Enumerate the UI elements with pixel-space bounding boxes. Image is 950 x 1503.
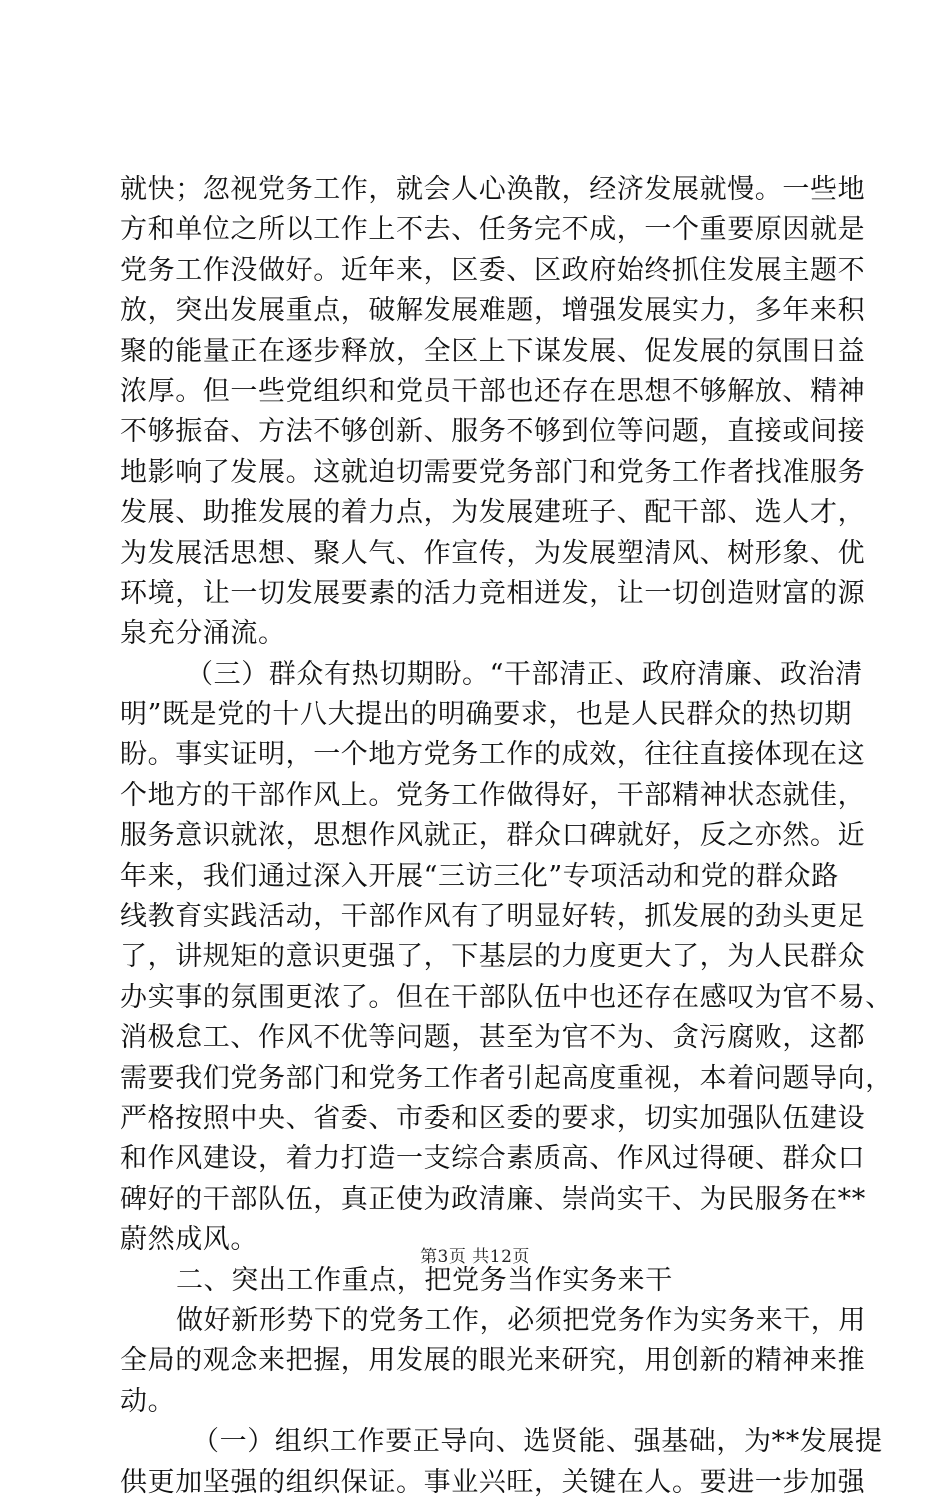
text-line: 碑好的干部队伍，真正使为政清廉、崇尚实干、为民服务在** xyxy=(120,1183,866,1215)
text-line: 浓厚。但一些党组织和党员干部也还存在思想不够解放、精神 xyxy=(120,375,866,407)
text-line: 聚的能量正在逐步释放，全区上下谋发展、促发展的氛围日益 xyxy=(120,335,866,367)
section-heading: （一）组织工作要正导向、选贤能、强基础，为**发展提 xyxy=(192,1426,883,1458)
text-line: 需要我们党务部门和党务工作者引起高度重视，本着问题导向， xyxy=(120,1062,893,1094)
text-line: 严格按照中央、省委、市委和区委的要求，切实加强队伍建设 xyxy=(120,1102,866,1134)
text-line: 泉充分涌流。 xyxy=(120,618,286,650)
text-line: 为发展活思想、聚人气、作宣传，为发展塑清风、树形象、优 xyxy=(120,537,866,569)
section-heading: 二、突出工作重点，把党务当作实务来干 xyxy=(176,1264,673,1296)
text-line: 地影响了发展。这就迫切需要党务部门和党务工作者找准服务 xyxy=(120,456,866,488)
text-line: 发展、助推发展的着力点，为发展建班子、配干部、选人才， xyxy=(120,497,866,529)
text-line: 线教育实践活动，干部作风有了明显好转，抓发展的劲头更足 xyxy=(120,901,866,933)
text-line: 个地方的干部作风上。党务工作做得好，干部精神状态就佳， xyxy=(120,779,866,811)
text-line: 动。 xyxy=(120,1385,176,1417)
text-line: 环境，让一切发展要素的活力竞相迸发，让一切创造财富的源 xyxy=(120,577,866,609)
text-line: 办实事的氛围更浓了。但在干部队伍中也还存在感叹为官不易、 xyxy=(120,981,893,1013)
text-line: 年来，我们通过深入开展“三访三化”专项活动和党的群众路 xyxy=(120,860,839,892)
text-line: 服务意识就浓，思想作风就正，群众口碑就好，反之亦然。近 xyxy=(120,820,866,852)
page-footer: 第3页 共12页 xyxy=(420,1247,530,1267)
document-body xyxy=(120,170,893,1503)
text-line: 蔚然成风。 xyxy=(120,1224,258,1256)
text-line: 消极怠工、作风不优等问题，甚至为官不为、贪污腐败，这都 xyxy=(120,1022,866,1054)
text-line: 明”既是党的十八大提出的明确要求，也是人民群众的热切期 xyxy=(120,699,853,731)
text-line: 盼。事实证明，一个地方党务工作的成效，往往直接体现在这 xyxy=(120,739,866,771)
text-line: 就快；忽视党务工作，就会人心涣散，经济发展就慢。一些地 xyxy=(120,174,866,205)
section-heading: （三）群众有热切期盼。“干部清正、政府清廉、政治清 xyxy=(186,658,863,690)
text-line: 方和单位之所以工作上不去、任务完不成，一个重要原因就是 xyxy=(120,214,866,246)
text-line: 不够振奋、方法不够创新、服务不够到位等问题，直接或间接 xyxy=(120,416,866,448)
paragraph-start: 做好新形势下的党务工作，必须把党务作为实务来干，用 xyxy=(176,1304,866,1336)
text-line: 供更加坚强的组织保证。事业兴旺，关键在人。要进一步加强 xyxy=(120,1466,866,1498)
text-line: 和作风建设，着力打造一支综合素质高、作风过得硬、群众口 xyxy=(120,1143,866,1175)
text-line: 了，讲规矩的意识更强了，下基层的力度更大了，为人民群众 xyxy=(120,941,866,973)
text-line: 全局的观念来把握，用发展的眼光来研究，用创新的精神来推 xyxy=(120,1345,866,1377)
text-line: 党务工作没做好。近年来，区委、区政府始终抓住发展主题不 xyxy=(120,254,866,286)
text-line: 放，突出发展重点，破解发展难题，增强发展实力，多年来积 xyxy=(120,295,866,327)
